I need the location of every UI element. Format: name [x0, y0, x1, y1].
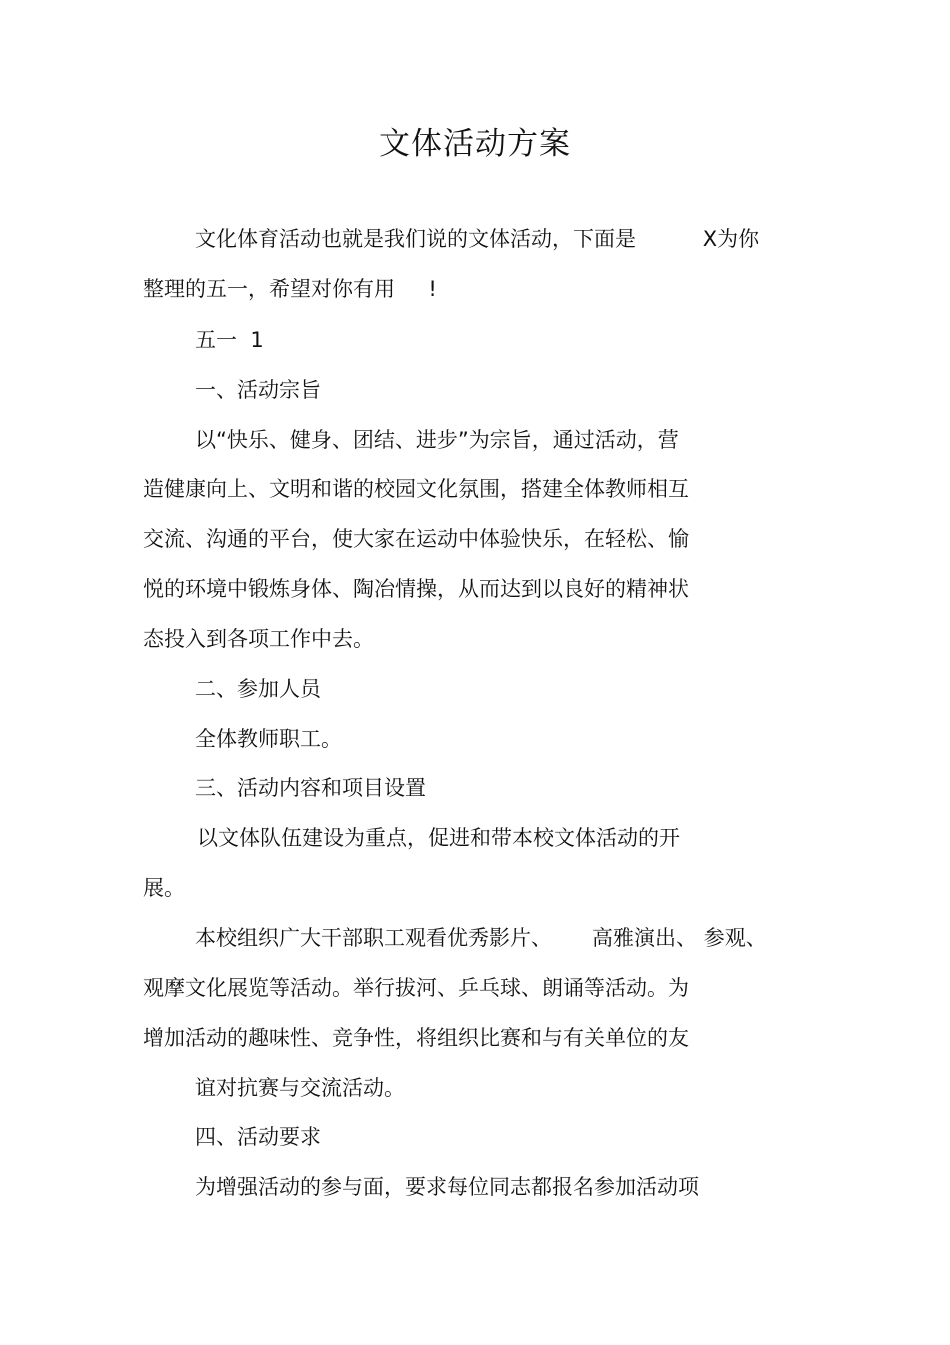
paragraph-line: 文化体育活动也就是我们说的文体活动，下面是 X为你 — [195, 227, 760, 251]
paragraph-line: 以“快乐、健身、团结、进步”为宗旨，通过活动，营 — [195, 428, 679, 452]
paragraph-line: 为增强活动的参与面，要求每位同志都报名参加活动项 — [195, 1175, 699, 1199]
paragraph-line: 交流、沟通的平台，使大家在运动中体验快乐，在轻松、愉 — [143, 527, 689, 551]
paragraph-line: 以文体队伍建设为重点，促进和带本校文体活动的开 — [197, 826, 680, 850]
paragraph-line: 增加活动的趣味性、竞争性，将组织比赛和与有关单位的友 — [143, 1026, 689, 1050]
paragraph-line: 观摩文化展览等活动。举行拔河、乒乓球、朗诵等活动。为 — [143, 976, 689, 1000]
paragraph-line: 悦的环境中锻炼身体、陶冶情操，从而达到以良好的精神状 — [143, 577, 689, 601]
paragraph-line: 全体教师职工。 — [195, 727, 342, 751]
paragraph-line: 态投入到各项工作中去。 — [143, 627, 374, 651]
paragraph-line: 造健康向上、文明和谐的校园文化氛围，搭建全体教师相互 — [143, 477, 689, 501]
paragraph-line: 谊对抗赛与交流活动。 — [195, 1076, 405, 1100]
section-heading: 二、参加人员 — [195, 677, 321, 701]
section-heading: 四、活动要求 — [195, 1125, 321, 1149]
section-label: 五一 1 — [195, 328, 264, 352]
section-heading: 一、活动宗旨 — [195, 378, 321, 402]
paragraph-line: 本校组织广大干部职工观看优秀影片、 高雅演出、 参观、 — [195, 926, 767, 950]
paragraph-line: 展。 — [143, 876, 185, 900]
section-heading: 三、活动内容和项目设置 — [195, 776, 426, 800]
document-title: 文体活动方案 — [379, 126, 571, 162]
paragraph-line: 整理的五一，希望对你有用 ! — [143, 277, 437, 301]
